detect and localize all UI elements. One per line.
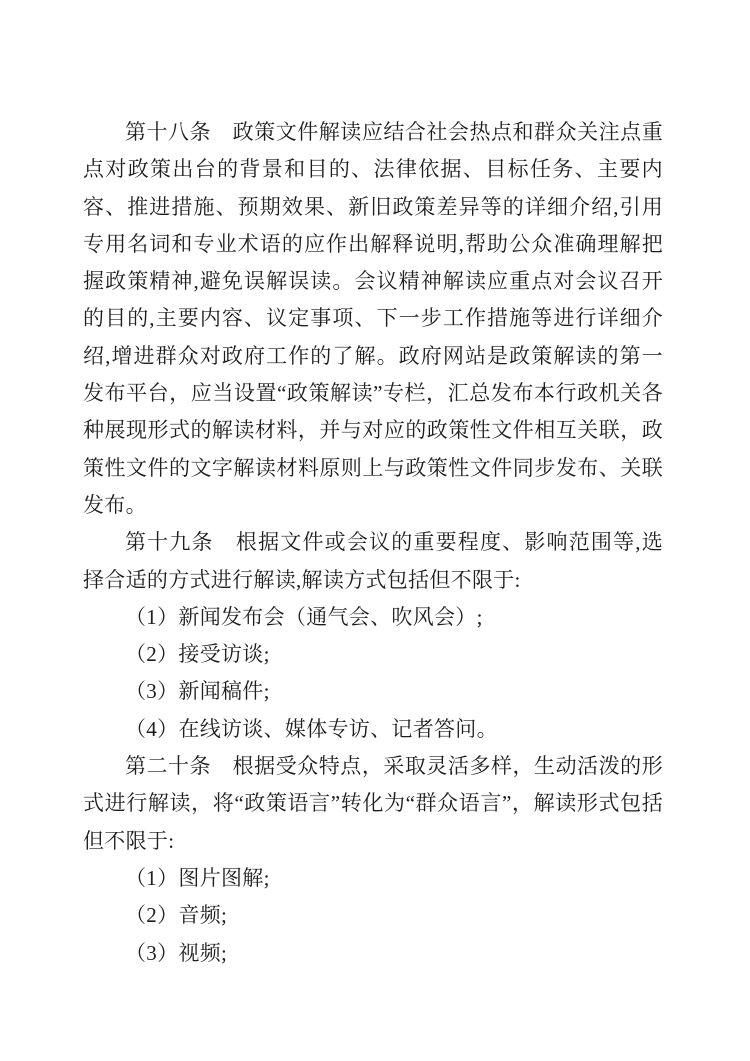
article-19-item-1: （1）新闻发布会（通气会、吹风会）;: [125, 604, 483, 629]
article-20-item-2: （2）音频;: [125, 903, 228, 928]
article-20-item-3: （3）视频;: [125, 940, 228, 965]
article-19-item-2: （2）接受访谈;: [125, 642, 270, 667]
article-19-paragraph: 第十九条 根据文件或会议的重要程度、影响范围等,选择合适的方式进行解读,解读方式包括但不限于:: [83, 530, 663, 592]
article-20-item-1: （1）图片图解;: [125, 865, 270, 890]
article-19-item-4: （4）在线访谈、媒体专访、记者答问。: [125, 716, 498, 741]
document-body: [83, 114, 663, 972]
article-19-item-3: （3）新闻稿件;: [125, 679, 270, 704]
article-20-paragraph: 第二十条 根据受众特点，采取灵活多样，生动活泼的形式进行解读，将“政策语言”转化为“群众语言”，解读形式包括但不限于:: [83, 754, 663, 853]
article-18-paragraph: 第十八条 政策文件解读应结合社会热点和群众关注点重点对政策出台的背景和目的、法律依据、目标任务、主要内容、推进措施、预期效果、新旧政策差异等的详细介绍,引用专用名词和专业术语的应作出解释说明,帮助公众准确理解把握政策精神,避免误解误读。会议精神解读应重点对会议召开的目的,主要内容、议定事项、下一步工作措施等进行详细介绍,增进群众对政府工作的了解。政府网站是政策解读的第一发布平台，应当设置“政策解读”专栏，汇总发布本行政机关各种展现形式的解读材料，并与对应的政策性文件相互关联，政策性文件的文字解读材料原则上与政策性文件同步发布、关联发布。: [83, 120, 663, 517]
